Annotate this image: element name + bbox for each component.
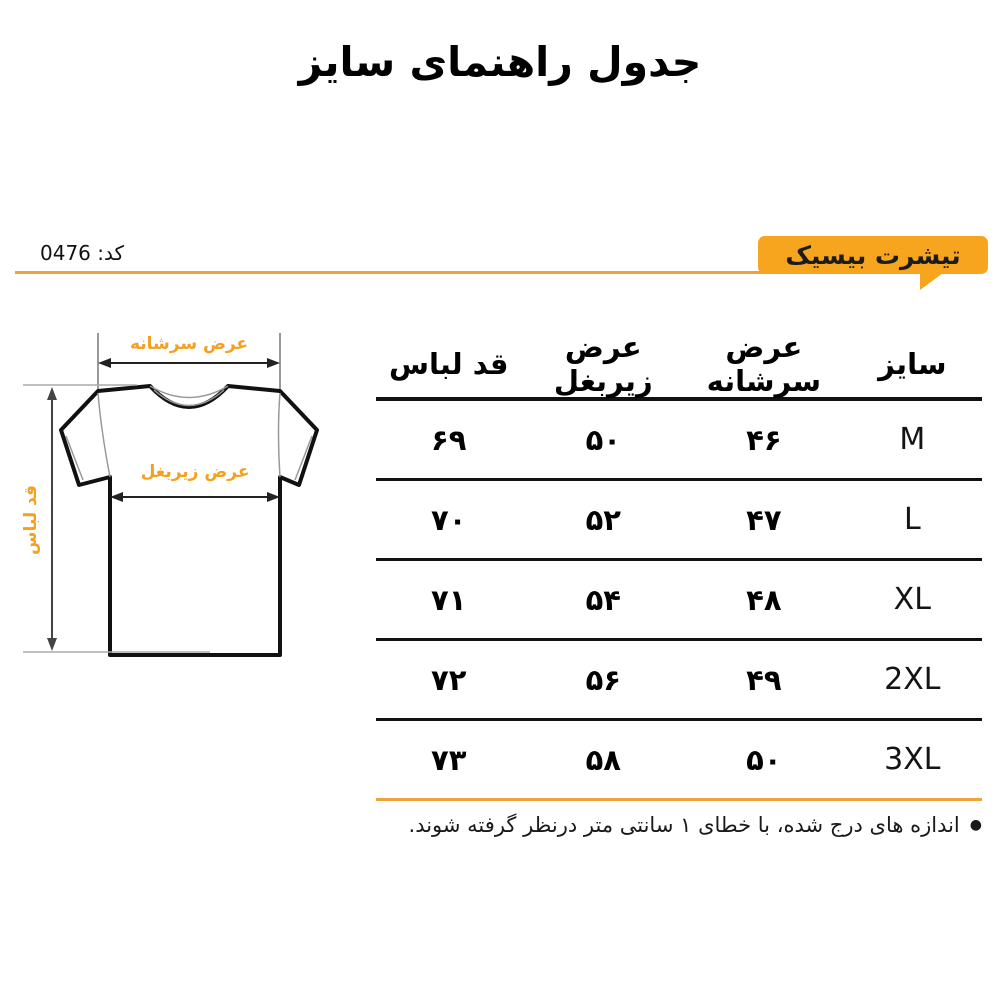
measurement-tolerance-note xyxy=(409,813,982,837)
footnote-text: اندازه های درج شده، با خطای ۱ سانتی متر درنظر گرفته شوند. xyxy=(408,813,960,837)
product-name-badge xyxy=(758,236,988,274)
cell-length: ۷۲ xyxy=(431,662,467,697)
cell-underarm: ۵۸ xyxy=(585,742,621,777)
tshirt-diagram-svg xyxy=(15,325,345,690)
product-name-label: تیشرت بیسیک xyxy=(785,240,961,270)
garment-length-label: قد لباس xyxy=(21,484,41,556)
cell-shoulder: ۵۰ xyxy=(746,742,782,777)
cell-shoulder: ۴۹ xyxy=(746,662,782,697)
size-table xyxy=(376,330,982,801)
length-arrowhead-top xyxy=(47,387,57,400)
cell-underarm: ۵۴ xyxy=(585,582,621,617)
cell-underarm: ۵۲ xyxy=(585,502,621,537)
length-arrowhead-bottom xyxy=(47,638,57,651)
cell-shoulder: ۴۷ xyxy=(746,502,782,537)
shoulder-arrowhead-right xyxy=(267,358,280,368)
header-underarm: عرض زیربغل xyxy=(553,330,653,398)
cell-size: M xyxy=(899,422,926,457)
table-row xyxy=(376,641,982,721)
cell-size: L xyxy=(903,502,921,537)
cell-length: ۷۰ xyxy=(431,502,467,537)
cell-shoulder: ۴۶ xyxy=(746,422,782,457)
cell-size: 2XL xyxy=(884,662,941,697)
cell-size: XL xyxy=(893,582,931,617)
size-table-header-row xyxy=(376,330,982,401)
header-shoulder: عرض سرشانه xyxy=(706,330,822,398)
underarm-width-label: عرض زیربغل xyxy=(140,462,250,482)
page-title: جدول راهنمای سایز xyxy=(298,38,702,86)
cell-length: ۷۳ xyxy=(431,742,467,777)
shoulder-arrowhead-left xyxy=(98,358,111,368)
header-size: سایز xyxy=(878,347,947,381)
cell-length: ۶۹ xyxy=(431,422,467,457)
table-row xyxy=(376,401,982,481)
product-code: کد: 0476 xyxy=(40,241,125,265)
cell-length: ۷۱ xyxy=(431,582,467,617)
bullet-icon: ● xyxy=(969,817,982,833)
header-length: قد لباس xyxy=(389,347,509,381)
cell-underarm: ۵۶ xyxy=(585,662,621,697)
tshirt-measurement-diagram xyxy=(15,325,345,690)
cell-size: 3XL xyxy=(884,742,941,777)
table-row xyxy=(376,481,982,561)
cell-shoulder: ۴۸ xyxy=(746,582,782,617)
table-row xyxy=(376,561,982,641)
table-row xyxy=(376,721,982,801)
cell-underarm: ۵۰ xyxy=(585,422,621,457)
shoulder-width-label: عرض سرشانه xyxy=(129,334,249,354)
